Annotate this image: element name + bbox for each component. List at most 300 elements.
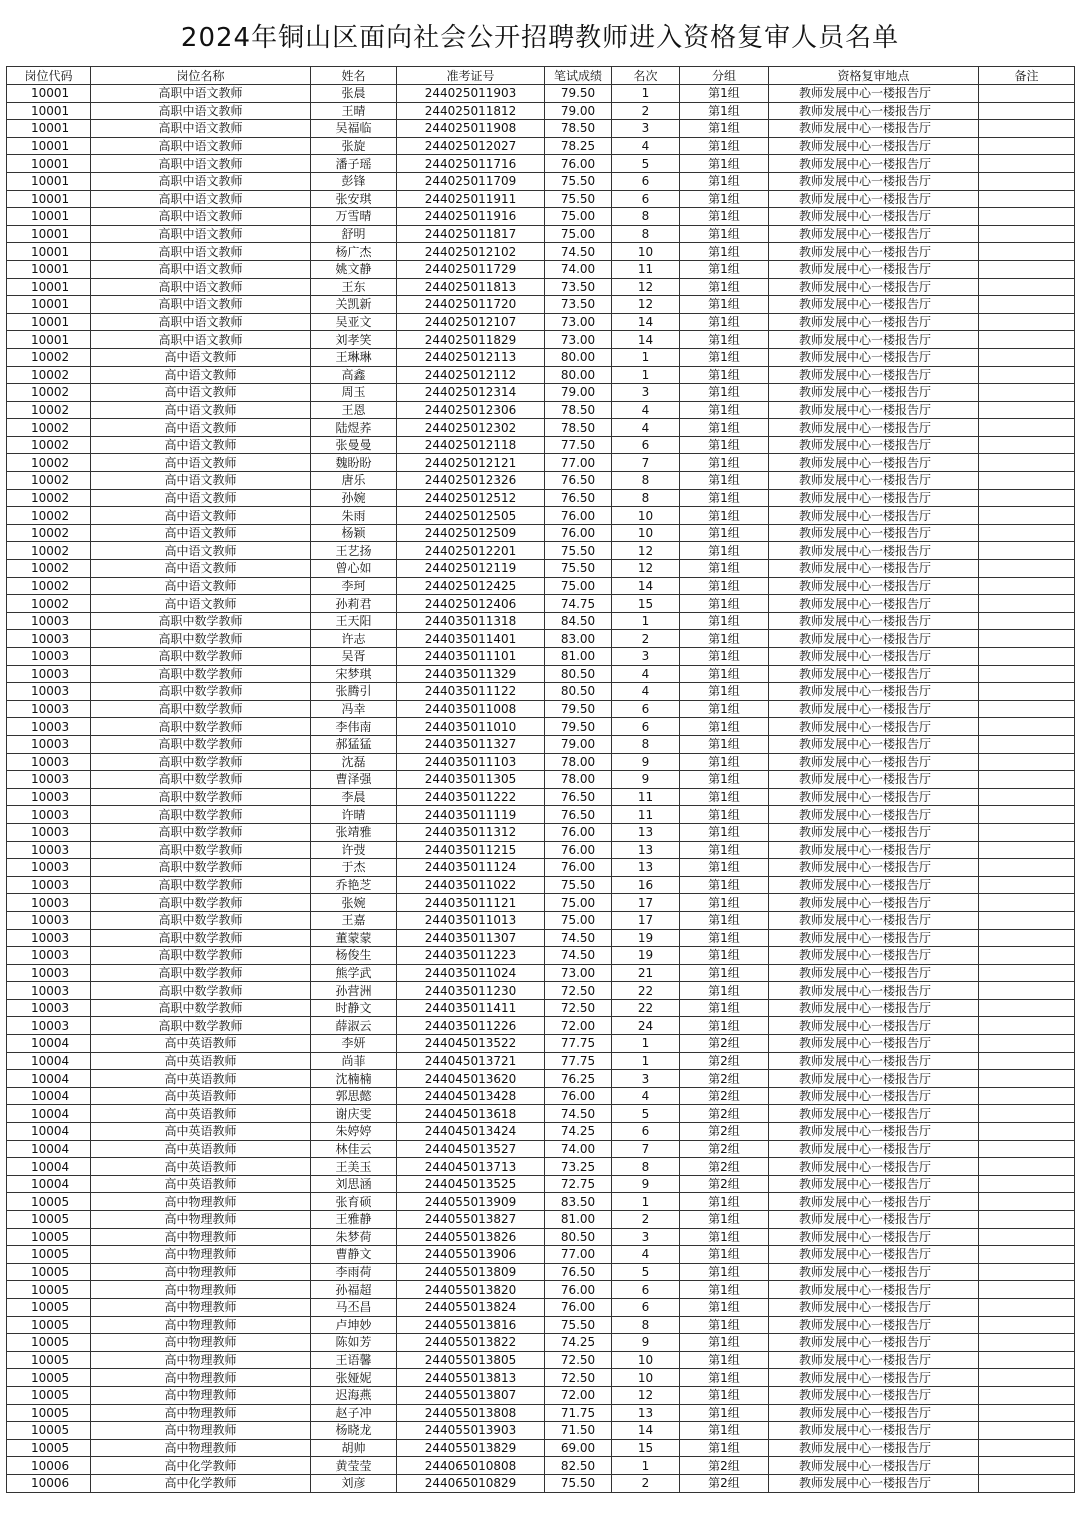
cell-name: 吴亚文 [311, 313, 397, 331]
table-row [7, 1404, 1075, 1422]
cell-location: 教师发展中心一楼报告厅 [769, 1334, 979, 1352]
cell-location: 教师发展中心一楼报告厅 [769, 1017, 979, 1035]
cell-score: 76.50 [545, 788, 612, 806]
cell-remarks [979, 577, 1075, 595]
cell-exam-id: 244035011022 [397, 876, 545, 894]
table-row [7, 1017, 1075, 1035]
cell-rank: 14 [612, 577, 680, 595]
cell-post-code: 10003 [7, 947, 91, 965]
cell-rank: 1 [612, 85, 680, 103]
cell-remarks [979, 1386, 1075, 1404]
cell-remarks [979, 1193, 1075, 1211]
cell-rank: 4 [612, 683, 680, 701]
cell-score: 78.50 [545, 120, 612, 138]
cell-rank: 4 [612, 1246, 680, 1264]
cell-post-code: 10004 [7, 1140, 91, 1158]
cell-exam-id: 244055013805 [397, 1351, 545, 1369]
cell-post-name: 高中语文教师 [91, 472, 311, 490]
cell-rank: 6 [612, 190, 680, 208]
table-row [7, 155, 1075, 173]
cell-exam-id: 244035011222 [397, 788, 545, 806]
cell-location: 教师发展中心一楼报告厅 [769, 190, 979, 208]
cell-score: 76.00 [545, 1281, 612, 1299]
table-row [7, 225, 1075, 243]
table-row [7, 683, 1075, 701]
cell-rank: 6 [612, 1298, 680, 1316]
cell-post-code: 10001 [7, 85, 91, 103]
cell-remarks [979, 718, 1075, 736]
cell-exam-id: 244025012509 [397, 524, 545, 542]
cell-name: 马丕昌 [311, 1298, 397, 1316]
cell-location: 教师发展中心一楼报告厅 [769, 348, 979, 366]
cell-post-code: 10004 [7, 1175, 91, 1193]
cell-group: 第1组 [680, 507, 769, 525]
table-row [7, 1123, 1075, 1141]
table-row [7, 560, 1075, 578]
cell-remarks [979, 172, 1075, 190]
cell-remarks [979, 419, 1075, 437]
cell-post-name: 高职中语文教师 [91, 296, 311, 314]
table-row [7, 1316, 1075, 1334]
cell-post-name: 高中物理教师 [91, 1439, 311, 1457]
cell-rank: 22 [612, 982, 680, 1000]
cell-rank: 8 [612, 225, 680, 243]
cell-group: 第1组 [680, 524, 769, 542]
cell-group: 第1组 [680, 1369, 769, 1387]
cell-rank: 6 [612, 700, 680, 718]
cell-name: 沈磊 [311, 753, 397, 771]
cell-rank: 10 [612, 524, 680, 542]
cell-score: 82.50 [545, 1457, 612, 1475]
cell-post-code: 10005 [7, 1422, 91, 1440]
cell-remarks [979, 1316, 1075, 1334]
header-score: 笔试成绩 [545, 67, 612, 85]
cell-name: 宋梦琪 [311, 665, 397, 683]
cell-remarks [979, 384, 1075, 402]
cell-score: 69.00 [545, 1439, 612, 1457]
cell-name: 薛淑云 [311, 1017, 397, 1035]
cell-rank: 6 [612, 1123, 680, 1141]
cell-post-code: 10003 [7, 999, 91, 1017]
cell-score: 78.25 [545, 137, 612, 155]
cell-post-code: 10006 [7, 1457, 91, 1475]
cell-post-name: 高中语文教师 [91, 542, 311, 560]
cell-location: 教师发展中心一楼报告厅 [769, 929, 979, 947]
cell-location: 教师发展中心一楼报告厅 [769, 1035, 979, 1053]
cell-exam-id: 244055013813 [397, 1369, 545, 1387]
cell-post-name: 高中物理教师 [91, 1281, 311, 1299]
cell-location: 教师发展中心一楼报告厅 [769, 1369, 979, 1387]
cell-name: 舒明 [311, 225, 397, 243]
cell-group: 第1组 [680, 1439, 769, 1457]
cell-score: 74.75 [545, 595, 612, 613]
cell-name: 李伟南 [311, 718, 397, 736]
cell-remarks [979, 823, 1075, 841]
cell-group: 第1组 [680, 542, 769, 560]
cell-location: 教师发展中心一楼报告厅 [769, 1246, 979, 1264]
cell-name: 熊学武 [311, 964, 397, 982]
cell-score: 78.50 [545, 419, 612, 437]
cell-location: 教师发展中心一楼报告厅 [769, 1316, 979, 1334]
cell-rank: 14 [612, 1422, 680, 1440]
cell-rank: 12 [612, 560, 680, 578]
cell-post-name: 高中语文教师 [91, 524, 311, 542]
cell-exam-id: 244025011829 [397, 331, 545, 349]
table-row [7, 190, 1075, 208]
cell-name: 王晴 [311, 102, 397, 120]
table-row [7, 929, 1075, 947]
cell-remarks [979, 999, 1075, 1017]
cell-post-code: 10002 [7, 577, 91, 595]
cell-score: 76.50 [545, 472, 612, 490]
cell-remarks [979, 1474, 1075, 1492]
cell-score: 76.50 [545, 1263, 612, 1281]
cell-location: 教师发展中心一楼报告厅 [769, 1474, 979, 1492]
cell-remarks [979, 1228, 1075, 1246]
cell-remarks [979, 612, 1075, 630]
cell-location: 教师发展中心一楼报告厅 [769, 454, 979, 472]
table-row [7, 348, 1075, 366]
table-row [7, 331, 1075, 349]
cell-rank: 4 [612, 137, 680, 155]
table-row [7, 1422, 1075, 1440]
cell-rank: 6 [612, 172, 680, 190]
cell-post-name: 高职中数学教师 [91, 788, 311, 806]
cell-rank: 12 [612, 1386, 680, 1404]
cell-group: 第1组 [680, 648, 769, 666]
cell-location: 教师发展中心一楼报告厅 [769, 718, 979, 736]
cell-exam-id: 244025011916 [397, 208, 545, 226]
cell-location: 教师发展中心一楼报告厅 [769, 120, 979, 138]
table-row [7, 1158, 1075, 1176]
cell-exam-id: 244055013826 [397, 1228, 545, 1246]
cell-post-name: 高职中数学教师 [91, 665, 311, 683]
cell-exam-id: 244035011122 [397, 683, 545, 701]
cell-group: 第1组 [680, 489, 769, 507]
cell-remarks [979, 348, 1075, 366]
cell-group: 第2组 [680, 1035, 769, 1053]
cell-post-name: 高职中语文教师 [91, 278, 311, 296]
table-row [7, 1087, 1075, 1105]
cell-remarks [979, 1105, 1075, 1123]
cell-remarks [979, 700, 1075, 718]
header-group: 分组 [680, 67, 769, 85]
cell-post-code: 10003 [7, 929, 91, 947]
cell-location: 教师发展中心一楼报告厅 [769, 331, 979, 349]
cell-group: 第1组 [680, 225, 769, 243]
cell-location: 教师发展中心一楼报告厅 [769, 208, 979, 226]
cell-post-code: 10005 [7, 1404, 91, 1422]
cell-location: 教师发展中心一楼报告厅 [769, 964, 979, 982]
cell-post-code: 10001 [7, 331, 91, 349]
cell-rank: 1 [612, 366, 680, 384]
cell-post-name: 高中英语教师 [91, 1070, 311, 1088]
cell-rank: 4 [612, 665, 680, 683]
cell-group: 第1组 [680, 190, 769, 208]
cell-exam-id: 244065010829 [397, 1474, 545, 1492]
cell-remarks [979, 982, 1075, 1000]
cell-score: 79.00 [545, 735, 612, 753]
cell-post-code: 10003 [7, 1017, 91, 1035]
cell-post-code: 10005 [7, 1351, 91, 1369]
cell-post-code: 10003 [7, 859, 91, 877]
cell-name: 王天阳 [311, 612, 397, 630]
cell-post-name: 高职中语文教师 [91, 260, 311, 278]
cell-name: 杨俊生 [311, 947, 397, 965]
cell-exam-id: 244045013618 [397, 1105, 545, 1123]
cell-exam-id: 244025012113 [397, 348, 545, 366]
cell-post-code: 10005 [7, 1386, 91, 1404]
table-row [7, 1281, 1075, 1299]
cell-group: 第1组 [680, 718, 769, 736]
cell-group: 第2组 [680, 1087, 769, 1105]
cell-exam-id: 244025012118 [397, 436, 545, 454]
cell-post-name: 高职中语文教师 [91, 225, 311, 243]
cell-score: 77.75 [545, 1052, 612, 1070]
cell-remarks [979, 190, 1075, 208]
cell-score: 77.75 [545, 1035, 612, 1053]
cell-exam-id: 244035011124 [397, 859, 545, 877]
cell-post-name: 高职中语文教师 [91, 243, 311, 261]
cell-location: 教师发展中心一楼报告厅 [769, 401, 979, 419]
cell-remarks [979, 296, 1075, 314]
cell-score: 75.50 [545, 560, 612, 578]
cell-name: 周玉 [311, 384, 397, 402]
cell-group: 第1组 [680, 999, 769, 1017]
cell-name: 王语馨 [311, 1351, 397, 1369]
cell-rank: 1 [612, 1035, 680, 1053]
cell-name: 王恩 [311, 401, 397, 419]
cell-remarks [979, 788, 1075, 806]
cell-exam-id: 244025011817 [397, 225, 545, 243]
table-row [7, 982, 1075, 1000]
cell-post-name: 高职中数学教师 [91, 771, 311, 789]
cell-location: 教师发展中心一楼报告厅 [769, 648, 979, 666]
cell-remarks [979, 489, 1075, 507]
cell-rank: 17 [612, 894, 680, 912]
cell-post-code: 10005 [7, 1298, 91, 1316]
table-row [7, 753, 1075, 771]
cell-post-code: 10002 [7, 401, 91, 419]
cell-exam-id: 244025012201 [397, 542, 545, 560]
cell-exam-id: 244035011013 [397, 911, 545, 929]
cell-rank: 4 [612, 419, 680, 437]
table-row [7, 700, 1075, 718]
cell-score: 76.25 [545, 1070, 612, 1088]
cell-score: 80.50 [545, 665, 612, 683]
cell-remarks [979, 735, 1075, 753]
table-row [7, 1070, 1075, 1088]
cell-remarks [979, 1052, 1075, 1070]
table-row [7, 454, 1075, 472]
cell-group: 第1组 [680, 771, 769, 789]
cell-exam-id: 244035011119 [397, 806, 545, 824]
cell-group: 第2组 [680, 1123, 769, 1141]
cell-group: 第1组 [680, 1263, 769, 1281]
cell-location: 教师发展中心一楼报告厅 [769, 947, 979, 965]
cell-remarks [979, 806, 1075, 824]
cell-post-name: 高职中语文教师 [91, 85, 311, 103]
cell-name: 张晨 [311, 85, 397, 103]
cell-post-name: 高中物理教师 [91, 1386, 311, 1404]
cell-exam-id: 244025012306 [397, 401, 545, 419]
cell-post-name: 高职中语文教师 [91, 120, 311, 138]
cell-remarks [979, 947, 1075, 965]
cell-group: 第1组 [680, 560, 769, 578]
cell-name: 曹泽强 [311, 771, 397, 789]
cell-name: 卢坤妙 [311, 1316, 397, 1334]
table-row [7, 1246, 1075, 1264]
cell-exam-id: 244055013909 [397, 1193, 545, 1211]
cell-rank: 14 [612, 313, 680, 331]
cell-location: 教师发展中心一楼报告厅 [769, 296, 979, 314]
table-row [7, 1175, 1075, 1193]
cell-exam-id: 244035011307 [397, 929, 545, 947]
cell-post-code: 10003 [7, 982, 91, 1000]
cell-name: 王琳琳 [311, 348, 397, 366]
table-row [7, 1211, 1075, 1229]
cell-score: 83.00 [545, 630, 612, 648]
cell-name: 刘彦 [311, 1474, 397, 1492]
cell-post-code: 10002 [7, 560, 91, 578]
cell-rank: 3 [612, 1228, 680, 1246]
table-row [7, 911, 1075, 929]
cell-remarks [979, 1457, 1075, 1475]
table-row [7, 524, 1075, 542]
cell-post-name: 高中语文教师 [91, 436, 311, 454]
cell-group: 第1组 [680, 595, 769, 613]
cell-location: 教师发展中心一楼报告厅 [769, 1263, 979, 1281]
cell-score: 79.50 [545, 700, 612, 718]
cell-score: 76.00 [545, 1298, 612, 1316]
cell-group: 第1组 [680, 1193, 769, 1211]
cell-exam-id: 244035011101 [397, 648, 545, 666]
cell-remarks [979, 225, 1075, 243]
cell-post-name: 高中英语教师 [91, 1158, 311, 1176]
cell-post-name: 高职中语文教师 [91, 313, 311, 331]
cell-location: 教师发展中心一楼报告厅 [769, 700, 979, 718]
cell-group: 第1组 [680, 1334, 769, 1352]
cell-post-code: 10003 [7, 806, 91, 824]
cell-post-name: 高职中数学教师 [91, 700, 311, 718]
cell-group: 第1组 [680, 1422, 769, 1440]
cell-name: 张婉 [311, 894, 397, 912]
cell-post-name: 高中英语教师 [91, 1175, 311, 1193]
cell-exam-id: 244025011720 [397, 296, 545, 314]
cell-name: 冯幸 [311, 700, 397, 718]
cell-group: 第2组 [680, 1474, 769, 1492]
cell-remarks [979, 1211, 1075, 1229]
cell-remarks [979, 1298, 1075, 1316]
cell-remarks [979, 964, 1075, 982]
cell-name: 黄莹莹 [311, 1457, 397, 1475]
cell-location: 教师发展中心一楼报告厅 [769, 753, 979, 771]
cell-remarks [979, 1263, 1075, 1281]
cell-exam-id: 244035011226 [397, 1017, 545, 1035]
cell-name: 吴胥 [311, 648, 397, 666]
cell-remarks [979, 595, 1075, 613]
cell-location: 教师发展中心一楼报告厅 [769, 225, 979, 243]
cell-exam-id: 244055013809 [397, 1263, 545, 1281]
cell-post-code: 10003 [7, 753, 91, 771]
cell-post-code: 10002 [7, 595, 91, 613]
cell-score: 81.00 [545, 1211, 612, 1229]
cell-score: 72.00 [545, 1386, 612, 1404]
cell-rank: 8 [612, 1316, 680, 1334]
cell-score: 75.00 [545, 208, 612, 226]
cell-rank: 9 [612, 771, 680, 789]
cell-score: 71.75 [545, 1404, 612, 1422]
cell-score: 73.50 [545, 296, 612, 314]
cell-location: 教师发展中心一楼报告厅 [769, 1158, 979, 1176]
cell-location: 教师发展中心一楼报告厅 [769, 630, 979, 648]
cell-remarks [979, 1334, 1075, 1352]
cell-rank: 10 [612, 1351, 680, 1369]
cell-location: 教师发展中心一楼报告厅 [769, 1175, 979, 1193]
cell-remarks [979, 1123, 1075, 1141]
cell-post-code: 10001 [7, 155, 91, 173]
table-row [7, 841, 1075, 859]
table-row [7, 1386, 1075, 1404]
cell-remarks [979, 155, 1075, 173]
cell-group: 第1组 [680, 436, 769, 454]
cell-rank: 8 [612, 472, 680, 490]
cell-post-code: 10002 [7, 507, 91, 525]
cell-name: 高鑫 [311, 366, 397, 384]
table-row [7, 1035, 1075, 1053]
cell-post-code: 10002 [7, 436, 91, 454]
cell-exam-id: 244055013808 [397, 1404, 545, 1422]
table-row [7, 612, 1075, 630]
cell-post-name: 高职中数学教师 [91, 1017, 311, 1035]
table-row [7, 894, 1075, 912]
cell-name: 王嘉 [311, 911, 397, 929]
cell-exam-id: 244055013820 [397, 1281, 545, 1299]
cell-name: 彭锋 [311, 172, 397, 190]
cell-post-code: 10004 [7, 1105, 91, 1123]
cell-score: 80.00 [545, 348, 612, 366]
cell-name: 李晨 [311, 788, 397, 806]
cell-score: 75.00 [545, 225, 612, 243]
cell-post-name: 高中英语教师 [91, 1087, 311, 1105]
header-remarks: 备注 [979, 67, 1075, 85]
cell-post-code: 10001 [7, 243, 91, 261]
table-row [7, 735, 1075, 753]
cell-score: 77.00 [545, 1246, 612, 1264]
cell-exam-id: 244045013721 [397, 1052, 545, 1070]
table-row [7, 542, 1075, 560]
cell-rank: 15 [612, 1439, 680, 1457]
cell-exam-id: 244045013527 [397, 1140, 545, 1158]
cell-post-code: 10001 [7, 225, 91, 243]
cell-post-code: 10002 [7, 542, 91, 560]
cell-group: 第1组 [680, 1246, 769, 1264]
cell-exam-id: 244055013824 [397, 1298, 545, 1316]
cell-score: 79.50 [545, 85, 612, 103]
cell-remarks [979, 401, 1075, 419]
cell-post-code: 10003 [7, 665, 91, 683]
cell-exam-id: 244025011908 [397, 120, 545, 138]
cell-rank: 2 [612, 630, 680, 648]
cell-post-name: 高职中数学教师 [91, 876, 311, 894]
cell-post-name: 高中物理教师 [91, 1228, 311, 1246]
cell-location: 教师发展中心一楼报告厅 [769, 577, 979, 595]
cell-group: 第1组 [680, 1351, 769, 1369]
table-row [7, 1298, 1075, 1316]
cell-name: 乔艳芝 [311, 876, 397, 894]
cell-group: 第1组 [680, 788, 769, 806]
cell-exam-id: 244035011401 [397, 630, 545, 648]
